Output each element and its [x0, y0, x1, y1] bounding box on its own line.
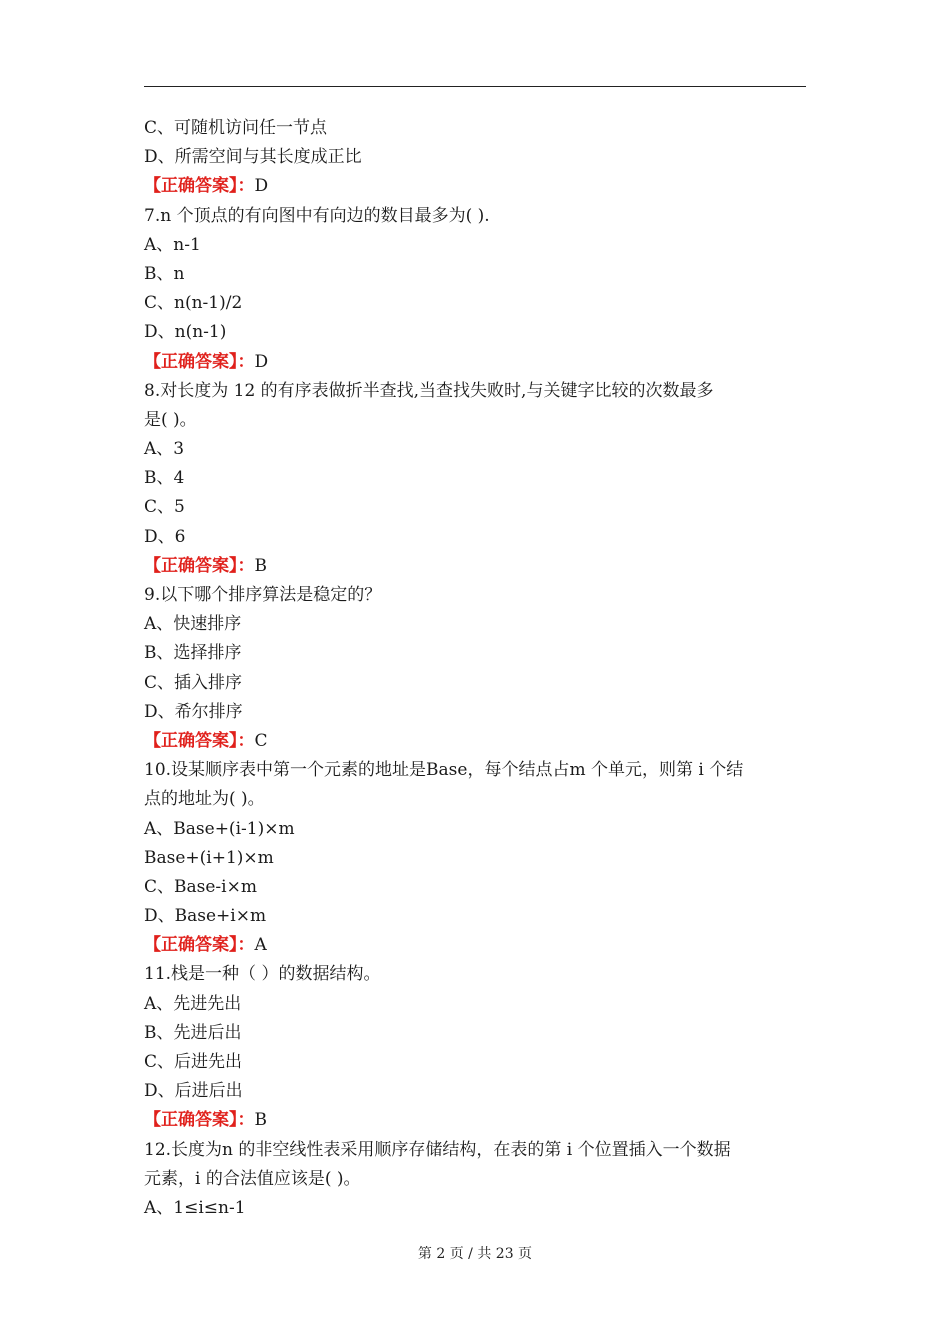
- text-line: C、可随机访问任一节点: [144, 118, 328, 138]
- text-line: D、后进后出: [144, 1081, 243, 1102]
- answer-tag: 【正确答案】：: [144, 555, 255, 576]
- answer-tag: 【正确答案】：: [144, 730, 255, 751]
- text-line: 12.长度为n 的非空线性表采用顺序存储结构，在表的第 i 个位置插入一个数据: [144, 1139, 731, 1160]
- text-line: C、后进先出: [144, 1052, 243, 1072]
- answer-value: B: [254, 1110, 267, 1131]
- answer-line: [144, 931, 808, 960]
- answer-value: C: [254, 730, 268, 751]
- text-line: 元素，i 的合法值应该是( )。: [144, 1168, 361, 1189]
- text-line: A、快速排序: [144, 614, 242, 635]
- text-line: B、选择排序: [144, 643, 242, 664]
- answer-line: [144, 1106, 808, 1135]
- answer-line: [144, 552, 808, 581]
- answer-line: [144, 727, 808, 756]
- text-line: Base+(i+1)×m: [144, 847, 274, 868]
- answer-value: D: [254, 176, 269, 197]
- answer-tag: 【正确答案】：: [144, 935, 255, 956]
- document-body: [144, 114, 808, 1223]
- text-line: D、Base+i×m: [144, 906, 267, 927]
- text-line: C、5: [144, 497, 185, 518]
- text-line: 11.栈是一种（ ）的数据结构。: [144, 964, 381, 985]
- text-line: D、希尔排序: [144, 701, 243, 722]
- text-line: 7.n 个顶点的有向图中有向边的数目最多为( ).: [144, 205, 490, 226]
- header-rule: [144, 86, 806, 87]
- text-line: A、Base+(i-1)×m: [144, 818, 295, 839]
- text-line: B、先进后出: [144, 1022, 242, 1043]
- text-line: C、Base-i×m: [144, 876, 257, 897]
- answer-tag: 【正确答案】：: [144, 351, 255, 372]
- text-line: A、n-1: [144, 234, 201, 255]
- answer-tag: 【正确答案】：: [144, 1110, 255, 1131]
- text-line: B、4: [144, 468, 185, 489]
- text-line: D、6: [144, 526, 186, 547]
- text-line: D、所需空间与其长度成正比: [144, 147, 362, 168]
- text-line: D、n(n-1): [144, 322, 227, 343]
- text-line: 10.设某顺序表中第一个元素的地址是Base，每个结点占m 个单元，则第 i 个结: [144, 760, 744, 781]
- answer-value: B: [254, 555, 267, 576]
- text-line: C、插入排序: [144, 672, 243, 693]
- answer-value: D: [254, 351, 269, 372]
- text-line: A、3: [144, 439, 185, 460]
- text-line: C、n(n-1)/2: [144, 293, 243, 314]
- answer-line: [144, 348, 808, 377]
- text-line: B、n: [144, 263, 185, 284]
- text-line: 9.以下哪个排序算法是稳定的？: [144, 585, 382, 605]
- answer-tag: 【正确答案】：: [144, 176, 255, 197]
- answer-value: A: [254, 935, 267, 956]
- text-line: 是( )。: [144, 409, 197, 430]
- text-line: A、1≤i≤n-1: [144, 1197, 246, 1218]
- text-line: 8.对长度为 12 的有序表做折半查找,当查找失败时,与关键字比较的次数最多: [144, 380, 714, 401]
- text-line: A、先进先出: [144, 993, 242, 1014]
- text-line: 点的地址为( )。: [144, 789, 265, 810]
- page-footer: 第 2 页 / 共 23 页: [417, 1246, 533, 1262]
- answer-line: [144, 172, 808, 201]
